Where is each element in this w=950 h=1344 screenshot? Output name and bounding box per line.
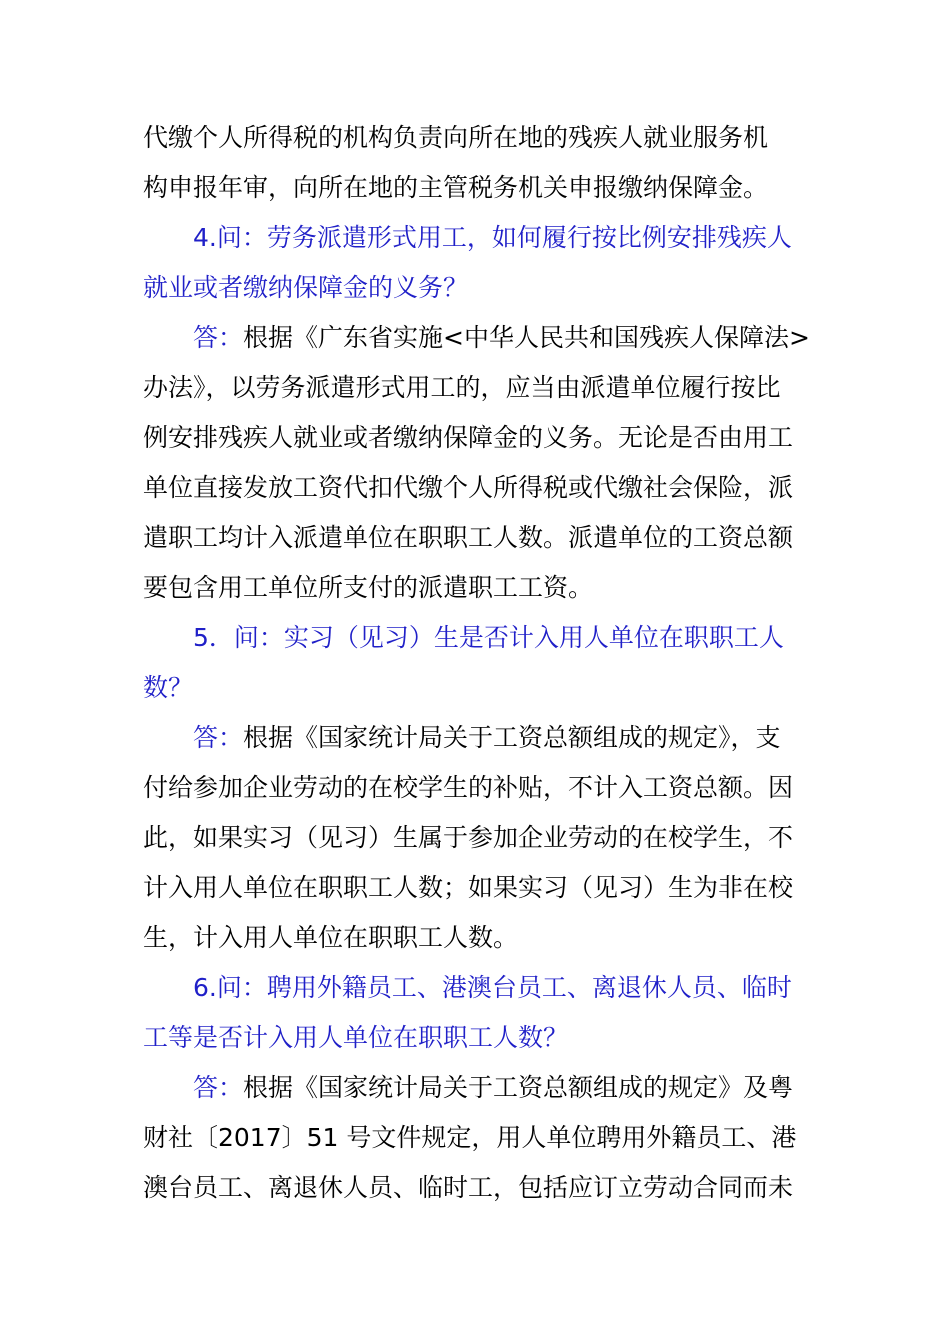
question-6: 6.问：聘用外籍员工、港澳台员工、离退休人员、临时	[193, 973, 792, 1002]
answer-6-line: 财社〔2017〕51 号文件规定，用人单位聘用外籍员工、港	[143, 1123, 797, 1152]
answer-label: 答：	[193, 723, 244, 752]
answer-5-line: 此，如果实习（见习）生属于参加企业劳动的在校学生，不	[143, 823, 794, 852]
answer-5-line: 付给参加企业劳动的在校学生的补贴，不计入工资总额。因	[143, 773, 794, 802]
answer-4-line: 单位直接发放工资代扣代缴个人所得税或代缴社会保险，派	[143, 473, 794, 502]
answer-label: 答：	[193, 1073, 244, 1102]
question-4-continued: 就业或者缴纳保障金的义务？	[143, 273, 469, 302]
answer-text: 根据《国家统计局关于工资总额组成的规定》，支	[243, 723, 781, 752]
answer-5-line: 计入用人单位在职职工人数；如果实习（见习）生为非在校	[143, 873, 794, 902]
answer-5-line: 生，计入用人单位在职职工人数。	[143, 923, 519, 952]
answer-4-line	[193, 318, 810, 358]
answer-4-line: 办法》，以劳务派遣形式用工的，应当由派遣单位履行按比	[143, 373, 781, 402]
answer-4-line: 要包含用工单位所支付的派遣职工工资。	[143, 573, 594, 602]
answer-label: 答：	[193, 323, 244, 352]
answer-4-line: 例安排残疾人就业或者缴纳保障金的义务。无论是否由用工	[143, 423, 794, 452]
answer-6-line	[193, 1068, 793, 1108]
answer-text: 根据《广东省实施<中华人民共和国残疾人保障法>	[243, 323, 810, 352]
question-4: 4.问：劳务派遣形式用工，如何履行按比例安排残疾人	[193, 223, 792, 252]
answer-6-line: 澳台员工、离退休人员、临时工，包括应订立劳动合同而未	[143, 1173, 794, 1202]
paragraph-line: 构申报年审，向所在地的主管税务机关申报缴纳保障金。	[143, 173, 769, 202]
question-5-continued: 数？	[143, 673, 194, 702]
paragraph-line: 代缴个人所得税的机构负责向所在地的残疾人就业服务机	[143, 123, 769, 152]
question-5: 5．问：实习（见习）生是否计入用人单位在职职工人	[193, 623, 784, 652]
answer-5-line	[193, 718, 781, 758]
question-6-continued: 工等是否计入用人单位在职职工人数？	[143, 1023, 569, 1052]
answer-4-line: 遣职工均计入派遣单位在职职工人数。派遣单位的工资总额	[143, 523, 794, 552]
answer-text: 根据《国家统计局关于工资总额组成的规定》及粤	[243, 1073, 794, 1102]
